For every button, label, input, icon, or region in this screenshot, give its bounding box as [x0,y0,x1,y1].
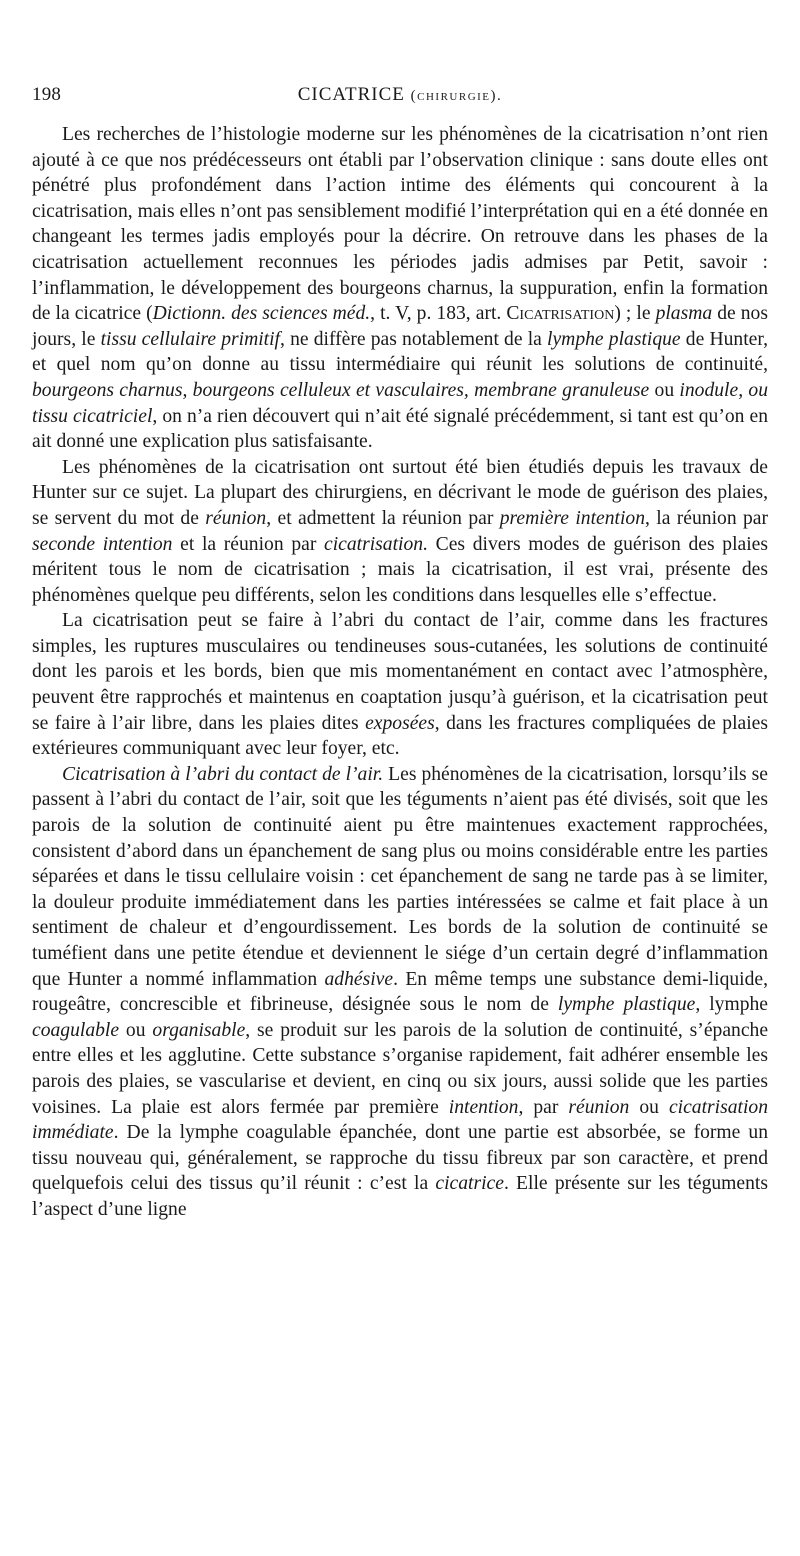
text-run: . De la lymphe coagulable épanchée, dont une partie est absorbée, se forme un tissu nouveau qui, généralement, se rapproche du tissu fibreux par son caractère, et prend quelquefois celui des tissus qu’il réunit : c’est la [32,1122,768,1195]
italic-run: adhésive [324,968,394,990]
page-number: 198 [32,84,62,105]
subtitle-text: (chirurgie). [410,88,503,104]
italic-run: réunion [568,1096,630,1118]
text-run: Les recherches de l’histologie moderne sur les phénomènes de la cicatrisation n’ont rien ajouté à ce que nos prédécesseurs ont établi par l’observation clinique : sans doute elles ont pénétré plus profondément dans l’action intime des éléments qui concourent à la cicatrisation, mais elles n’ont pas sensiblement modifié l’interprétation qui en a été donnée en changeant les termes jadis employés pour la décrire. On retrouve dans les phases de la cicatrisation actuellement reconnues les périodes jadis admises par Petit, savoir : l’inflammation, le développement des bourgeons charnus, la suppuration, enfin la formation de la cicatrice ( [32,124,768,325]
text-run: , t. V, p. 183, art. [370,303,507,325]
italic-run: tissu cellulaire primitif [100,328,280,350]
body-text [32,122,768,1223]
title-text: CICATRICE [297,84,405,105]
italic-run: exposées [365,712,435,734]
italic-run: coagulable [32,1019,120,1041]
text-run: Ces divers modes de guérison des plaies méritent tous le nom de cicatrisation ; mais la cicatrisation, il est vrai, présente des phénomènes quelque peu différents, selon les conditions dans lesquelles elle s’effectue. [32,533,768,606]
text-run: Les phénomènes de la cicatrisation ont surtout été bien étudiés depuis les travaux de Hunter sur ce sujet. La plupart des chirurgiens, en décrivant le mode de guérison des plaies, se servent du mot de [32,456,768,529]
text-run: , la réunion par [645,507,768,529]
text-run: , et admettent la réunion par [266,507,500,529]
text-run: Les phénomènes de la cicatrisation, lorsqu’ils se passent à l’abri du contact de l’air, soit que les téguments n’aient pas été divisés, soit que les parois de la solution de continuité aient pu être maintenues exactement rapprochées, consistent d’abord dans un épanchement de sang plus ou moins considérable entre les parties séparées et dans le tissu cellulaire voisin : cet épanchement de sang ne tarde pas à se limiter, la douleur produite immédiatement dans les parties intéressées se calme et fait place à un sentiment de chaleur et d’engourdissement. Les bords de la solution de continuité se tuméfient dans une petite étendue et deviennent le siége d’un certain degré d’inflammation que Hunter a nommé inflammation [32,763,768,990]
text-run: , ne diffère pas notablement de la [280,328,548,350]
text-run: ou [649,379,680,401]
italic-run: inodule, ou tissu cicatriciel [32,379,768,427]
italic-run: cicatrisation. [324,533,428,555]
paragraph [32,455,768,609]
italic-run: première intention [499,507,645,529]
italic-run: intention [448,1096,519,1118]
smallcaps-run: Cicatrisation [506,303,615,325]
paragraph [32,762,768,1223]
text-run: , lymphe [695,994,769,1016]
italic-run: cicatrisation immédiate [32,1096,769,1144]
italic-run: réunion [205,507,267,529]
text-run: . Elle présente sur les téguments l’aspect d’une ligne [32,1173,768,1220]
italic-run: Cicatrisation à l’abri du contact de l’air. [62,763,384,785]
text-run: ou [119,1019,153,1041]
paragraph [32,122,768,455]
text-run: . En même temps une substance demi-liquide, rougeâtre, concrescible et fibrineuse, désignée sous le nom de [32,968,768,1016]
running-title [32,84,768,106]
text-run: , dans les fractures compliquées de plaies extérieures communiquant avec leur foyer, etc. [32,712,768,760]
italic-run: seconde intention [32,533,173,555]
italic-run: cicatrice [435,1173,504,1195]
paragraph [32,608,768,762]
italic-run: lymphe plastique [547,328,681,350]
text-run: de nos jours, le [32,303,768,350]
text-run: de Hunter, et quel nom qu’on donne au tissu intermédiaire qui réunit les solutions de continuité, [32,328,768,376]
text-run: La cicatrisation peut se faire à l’abri du contact de l’air, comme dans les fractures simples, les ruptures musculaires ou tendineuses sous-cutanées, les solutions de continuité dont les parois et les bords, bien que mis momentanément en contact avec l’atmosphère, peuvent être rapprochés et maintenus en coaptation jusqu’à guérison, et la cicatrisation peut se faire à l’air libre, dans les plaies dites [32,610,768,734]
text-run: ou [629,1096,669,1118]
italic-run: Dictionn. des sciences méd. [152,303,371,325]
italic-run: plasma [655,303,713,325]
page [32,84,768,1223]
text-run: , par [518,1096,569,1118]
text-run: et la réunion par [172,533,325,555]
italic-run: organisable [152,1019,246,1041]
text-run: , se produit sur les parois de la solution de continuité, s’épanche entre elles et les agglutine. Cette substance s’organise rapidement, fait adhérer ensemble les parois des plaies, se vascularise et devient, en cinq ou six jours, aussi solide que les parties voisines. La plaie est alors fermée par première [32,1019,769,1118]
italic-run: bourgeons charnus, bourgeons celluleux et vasculaires, membrane granuleuse [32,379,650,401]
text-run: ) ; le [614,303,656,325]
italic-run: lymphe plastique [557,994,696,1016]
text-run: , on n’a rien découvert qui n’ait été signalé précédemment, si tant est qu’on en ait donné une explication plus satisfaisante. [32,405,768,453]
running-header [32,84,768,114]
